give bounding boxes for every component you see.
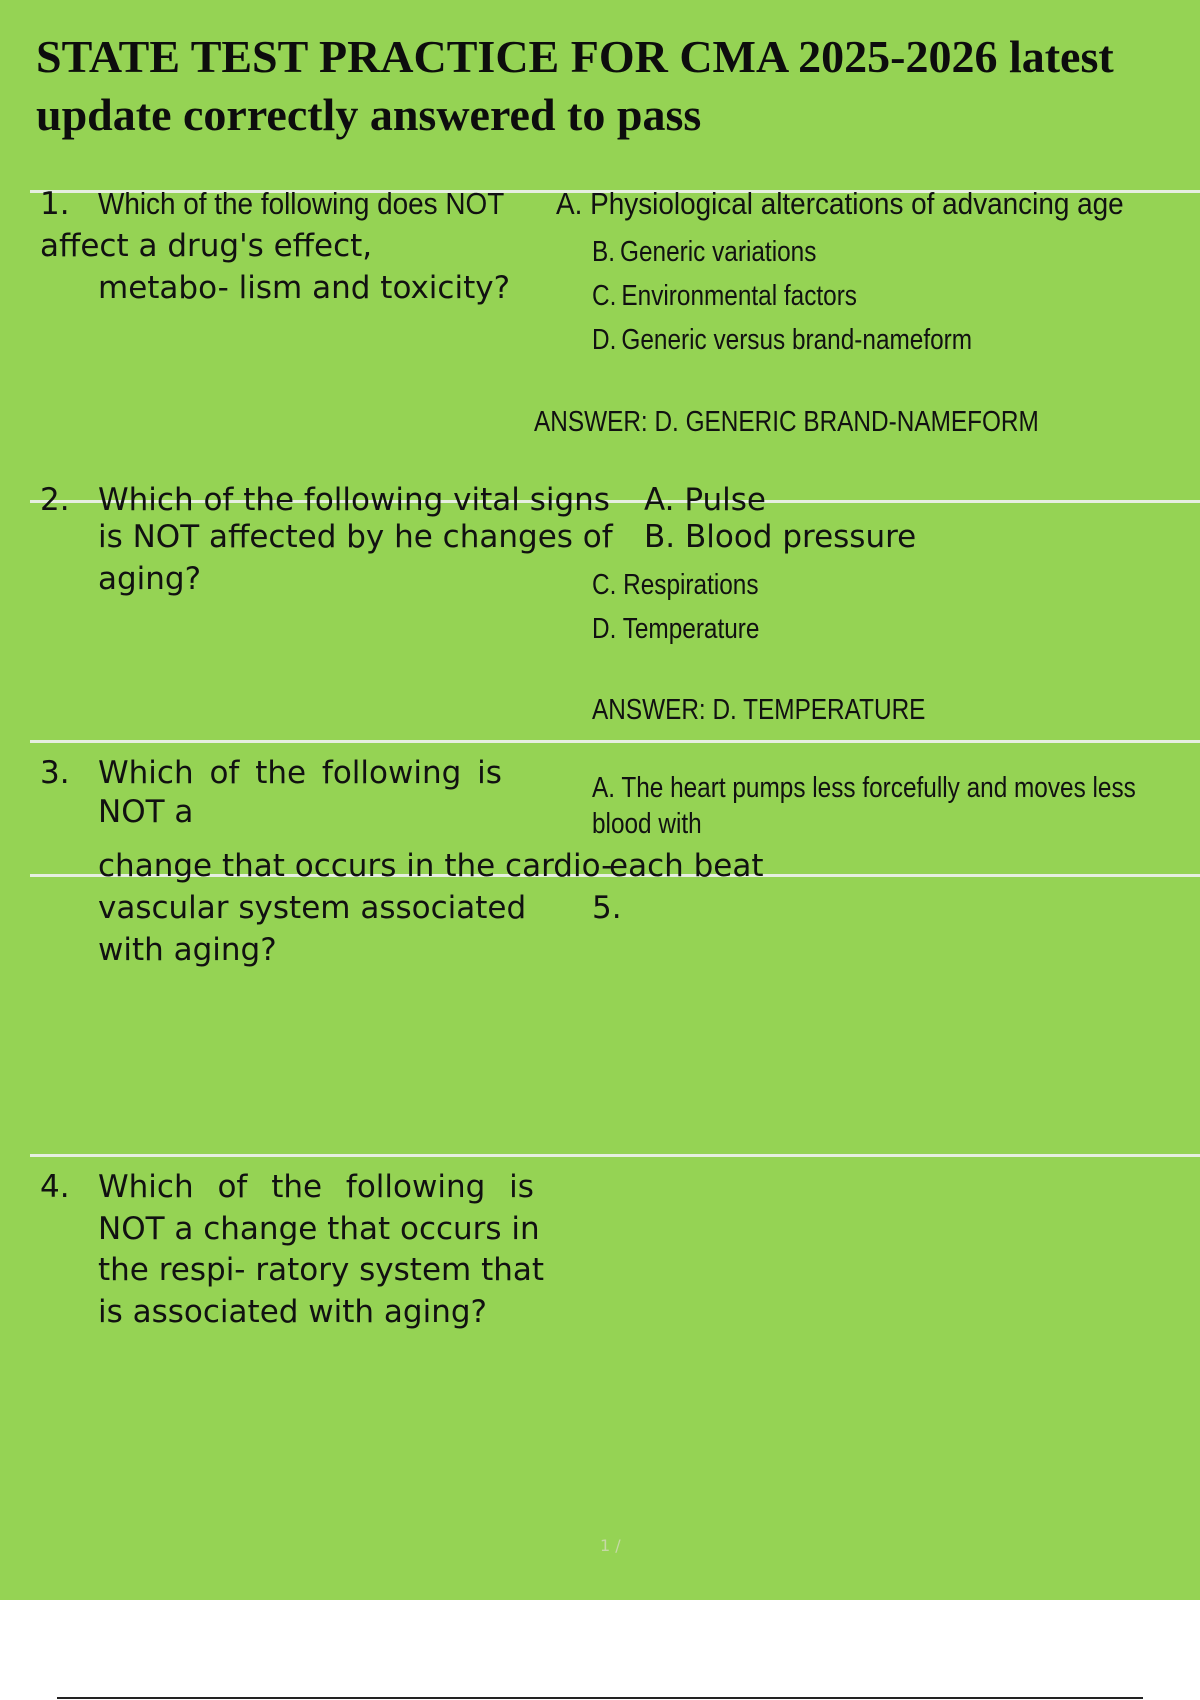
question-3-item-5: 5. bbox=[592, 890, 622, 926]
question-3-choice-a: A. The heart pumps less forcefully and moves less bbox=[592, 772, 1136, 804]
question-1-choice-a: A. Physiological altercations of advancing age bbox=[556, 186, 1124, 221]
question-1-line-1: Which of the following does NOT bbox=[98, 186, 505, 221]
question-3-line-4: vascular system associated bbox=[98, 890, 527, 926]
question-3-number: 3. bbox=[40, 755, 70, 791]
question-1-number: 1. bbox=[40, 186, 70, 222]
question-1-line-2: affect a drug's effect, bbox=[40, 228, 373, 264]
question-4-line-4: is associated with aging? bbox=[98, 1294, 487, 1330]
question-2-line-1: Which of the following vital signs bbox=[98, 482, 610, 518]
question-1-choice-d: D. Generic versus brand-nameform bbox=[592, 324, 973, 356]
document-title: STATE TEST PRACTICE FOR CMA 2025-2026 latest update correctly answered to pass bbox=[36, 31, 1114, 140]
question-1-line-3: metabo- lism and toxicity? bbox=[98, 270, 511, 306]
question-1-choice-b: B. Generic variations bbox=[592, 236, 817, 268]
question-3-line-5: with aging? bbox=[98, 932, 277, 968]
question-divider bbox=[30, 1154, 1200, 1157]
question-2-line-2: is NOT affected by he changes of bbox=[98, 519, 613, 555]
question-2-choice-a: A. Pulse bbox=[644, 482, 767, 518]
page-number: 1 / bbox=[600, 1536, 621, 1555]
question-4-number: 4. bbox=[40, 1169, 70, 1205]
question-2-answer: ANSWER: D. TEMPERATURE bbox=[592, 694, 926, 726]
question-divider bbox=[30, 740, 1200, 743]
question-2-choice-b: B. Blood pressure bbox=[644, 519, 917, 555]
question-4-line-3: the respi- ratory system that bbox=[98, 1252, 545, 1288]
question-2-line-3: aging? bbox=[98, 561, 202, 597]
question-2-number: 2. bbox=[40, 482, 70, 518]
question-3-choice-a-end: each beat bbox=[609, 848, 764, 884]
question-3-line-3: change that occurs in the cardio- bbox=[98, 848, 613, 884]
question-4-line-2: NOT a change that occurs in bbox=[98, 1211, 540, 1247]
question-1-answer: ANSWER: D. GENERIC BRAND-NAMEFORM bbox=[534, 406, 1039, 438]
question-3-line-2: NOT a bbox=[98, 794, 194, 830]
question-3-line-1: Which of the following is bbox=[98, 755, 502, 791]
question-2-choice-d: D. Temperature bbox=[592, 613, 760, 645]
question-4-line-1: Which of the following is bbox=[98, 1169, 534, 1205]
question-3-choice-a-cont: blood with bbox=[592, 808, 702, 840]
question-2-choice-c: C. Respirations bbox=[592, 569, 759, 601]
footer-rule bbox=[57, 1697, 1143, 1699]
question-1-choice-c: C. Environmental factors bbox=[592, 280, 857, 312]
